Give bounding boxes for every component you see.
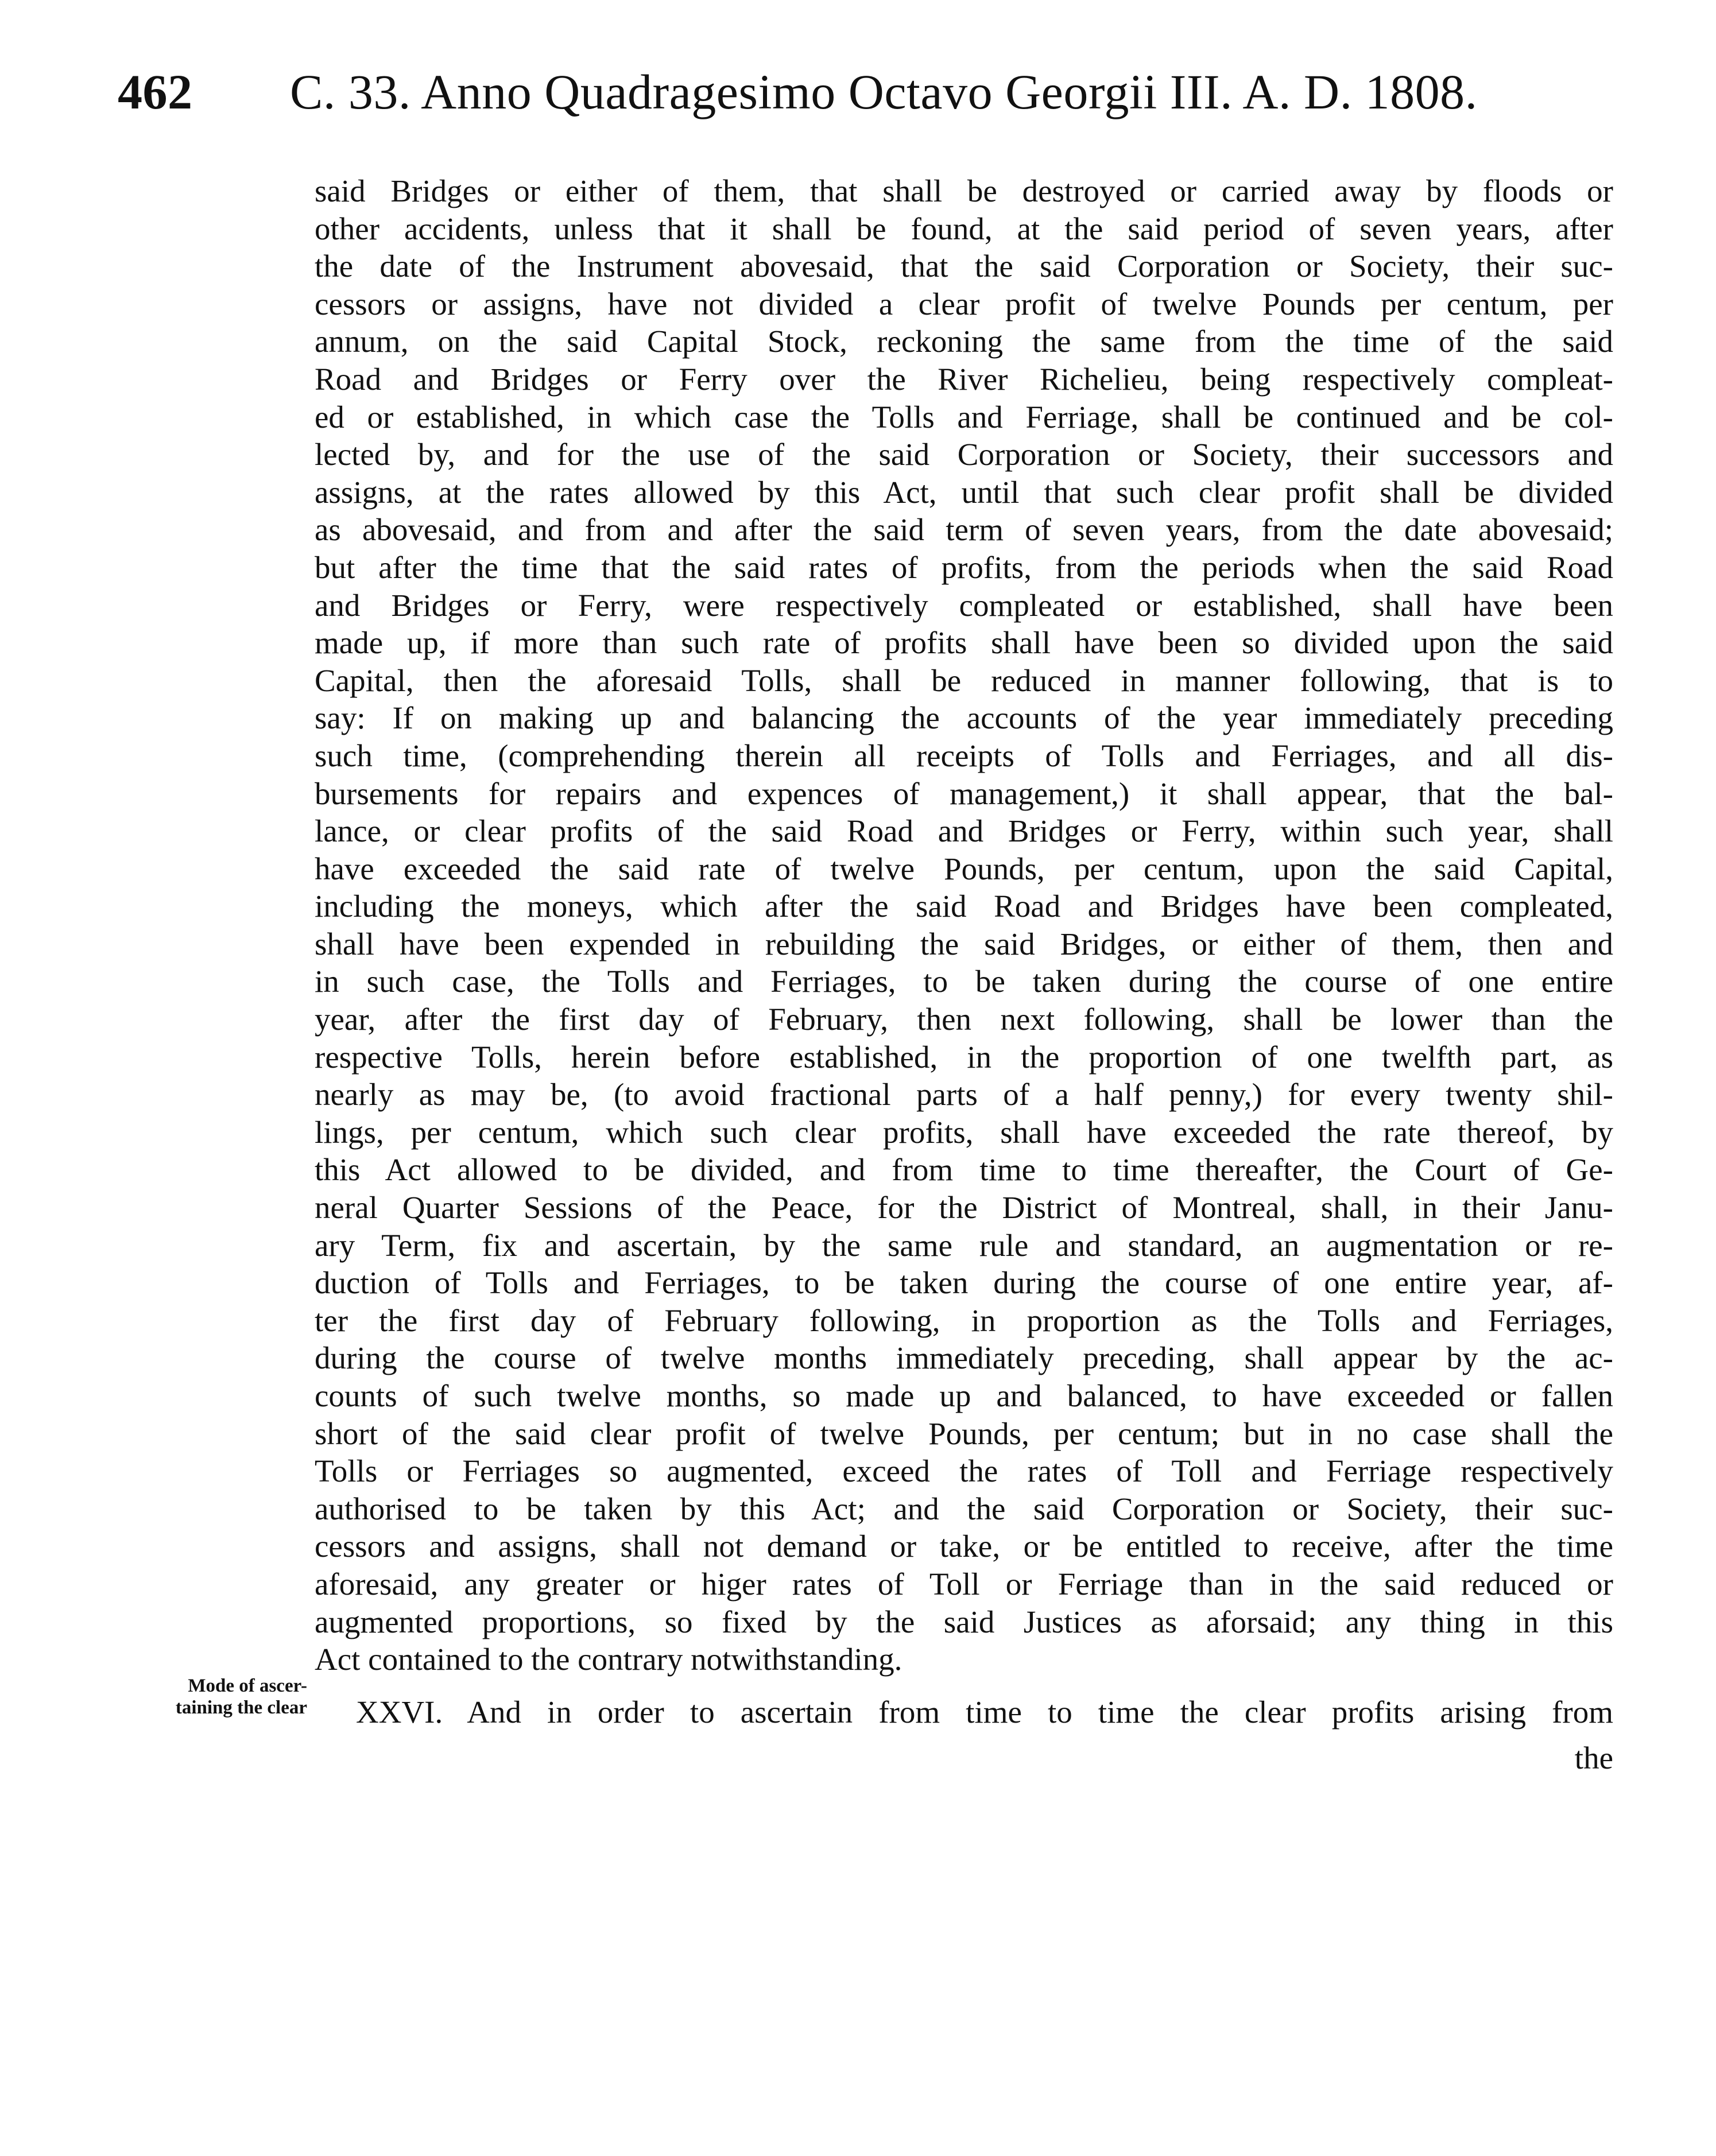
body-line: ter the first day of February following, in proportion as the Tolls and Ferriages,: [315, 1302, 1613, 1338]
margin-note-line: Mode of ascer-: [188, 1676, 307, 1696]
body-line: neral Quarter Sessions of the Peace, for the District of Montreal, shall, in their Janu-: [315, 1190, 1613, 1226]
catchword: the: [1574, 1740, 1613, 1775]
body-line: authorised to be taken by this Act; and the said Corporation or Society, their suc-: [315, 1491, 1613, 1526]
page-number: 462: [118, 64, 193, 119]
margin-note-line: taining the clear: [175, 1697, 307, 1718]
running-head: [118, 63, 1625, 132]
body-text: [315, 172, 1613, 1678]
body-line: lected by, and for the use of the said Corporation or Society, their successors and: [315, 437, 1613, 472]
body-line: other accidents, unless that it shall be found, at the said period of seven years, after: [315, 211, 1613, 246]
body-line: as abovesaid, and from and after the said term of seven years, from the date abovesaid;: [315, 512, 1613, 548]
body-line: and Bridges or Ferry, were respectively compleated or established, shall have been: [315, 587, 1613, 623]
body-line: have exceeded the said rate of twelve Pounds, per centum, upon the said Capital,: [315, 851, 1613, 886]
body-line: say: If on making up and balancing the accounts of the year immediately preceding: [315, 700, 1613, 736]
body-line: annum, on the said Capital Stock, reckoning the same from the time of the said: [315, 324, 1613, 359]
body-line: lance, or clear profits of the said Road and Bridges or Ferry, within such year, shall: [315, 813, 1613, 849]
body-line: cessors and assigns, shall not demand or take, or be entitled to receive, after the time: [315, 1529, 1613, 1564]
body-line: shall have been expended in rebuilding the said Bridges, or either of them, then and: [315, 926, 1613, 961]
body-line: including the moneys, which after the said Road and Bridges have been compleated,: [315, 889, 1613, 924]
body-line: Tolls or Ferriages so augmented, exceed the rates of Toll and Ferriage respectively: [315, 1453, 1613, 1489]
body-line: aforesaid, any greater or higer rates of Toll or Ferriage than in the said reduced or: [315, 1566, 1613, 1602]
body-line: such time, (comprehending therein all receipts of Tolls and Ferriages, and all dis-: [315, 738, 1613, 773]
body-line: in such case, the Tolls and Ferriages, to be taken during the course of one entire: [315, 964, 1613, 999]
body-line: augmented proportions, so fixed by the said Justices as aforsaid; any thing in this: [315, 1604, 1613, 1639]
body-line: Road and Bridges or Ferry over the River Richelieu, being respectively compleat-: [315, 361, 1613, 397]
body-line: respective Tolls, herein before established, in the proportion of one twelfth part, as: [315, 1039, 1613, 1075]
body-line: ary Term, fix and ascertain, by the same rule and standard, an augmentation or re-: [315, 1227, 1613, 1263]
body-line: nearly as may be, (to avoid fractional parts of a half penny,) for every twenty shil-: [315, 1077, 1613, 1112]
body-line: assigns, at the rates allowed by this Act, until that such clear profit shall be divided: [315, 474, 1613, 510]
body-line: counts of such twelve months, so made up and balanced, to have exceeded or fallen: [315, 1378, 1613, 1413]
body-line: Capital, then the aforesaid Tolls, shall be reduced in manner following, that is to: [315, 662, 1613, 698]
body-line: lings, per centum, which such clear profits, shall have exceeded the rate thereof, by: [315, 1114, 1613, 1150]
body-line: Act contained to the contrary notwithstanding.: [315, 1642, 902, 1677]
body-line: ed or established, in which case the Tolls and Ferriage, shall be continued and be col-: [315, 399, 1613, 435]
body-line: bursements for repairs and expences of management,) it shall appear, that the bal-: [315, 775, 1613, 811]
section-xxvi-opening: XXVI. And in order to ascertain from time to time the clear profits arising from: [356, 1694, 1613, 1730]
body-line: made up, if more than such rate of profits shall have been so divided upon the said: [315, 625, 1613, 661]
body-line: short of the said clear profit of twelve Pounds, per centum; but in no case shall the: [315, 1416, 1613, 1451]
margin-note: [118, 1675, 307, 1719]
header-title: C. 33. Anno Quadragesimo Octavo Georgii III. A. D. 1808.: [290, 64, 1478, 119]
body-line: said Bridges or either of them, that shall be destroyed or carried away by floods or: [315, 173, 1613, 208]
body-line: duction of Tolls and Ferriages, to be taken during the course of one entire year, af-: [315, 1265, 1613, 1301]
body-line: cessors or assigns, have not divided a clear profit of twelve Pounds per centum, per: [315, 286, 1613, 321]
body-line: during the course of twelve months immediately preceding, shall appear by the ac-: [315, 1340, 1613, 1376]
body-line: the date of the Instrument abovesaid, that the said Corporation or Society, their suc-: [315, 249, 1613, 284]
body-line: year, after the first day of February, then next following, shall be lower than the: [315, 1002, 1613, 1037]
body-line: but after the time that the said rates of profits, from the periods when the said Road: [315, 549, 1613, 585]
body-line: this Act allowed to be divided, and from time to time thereafter, the Court of Ge-: [315, 1152, 1613, 1188]
